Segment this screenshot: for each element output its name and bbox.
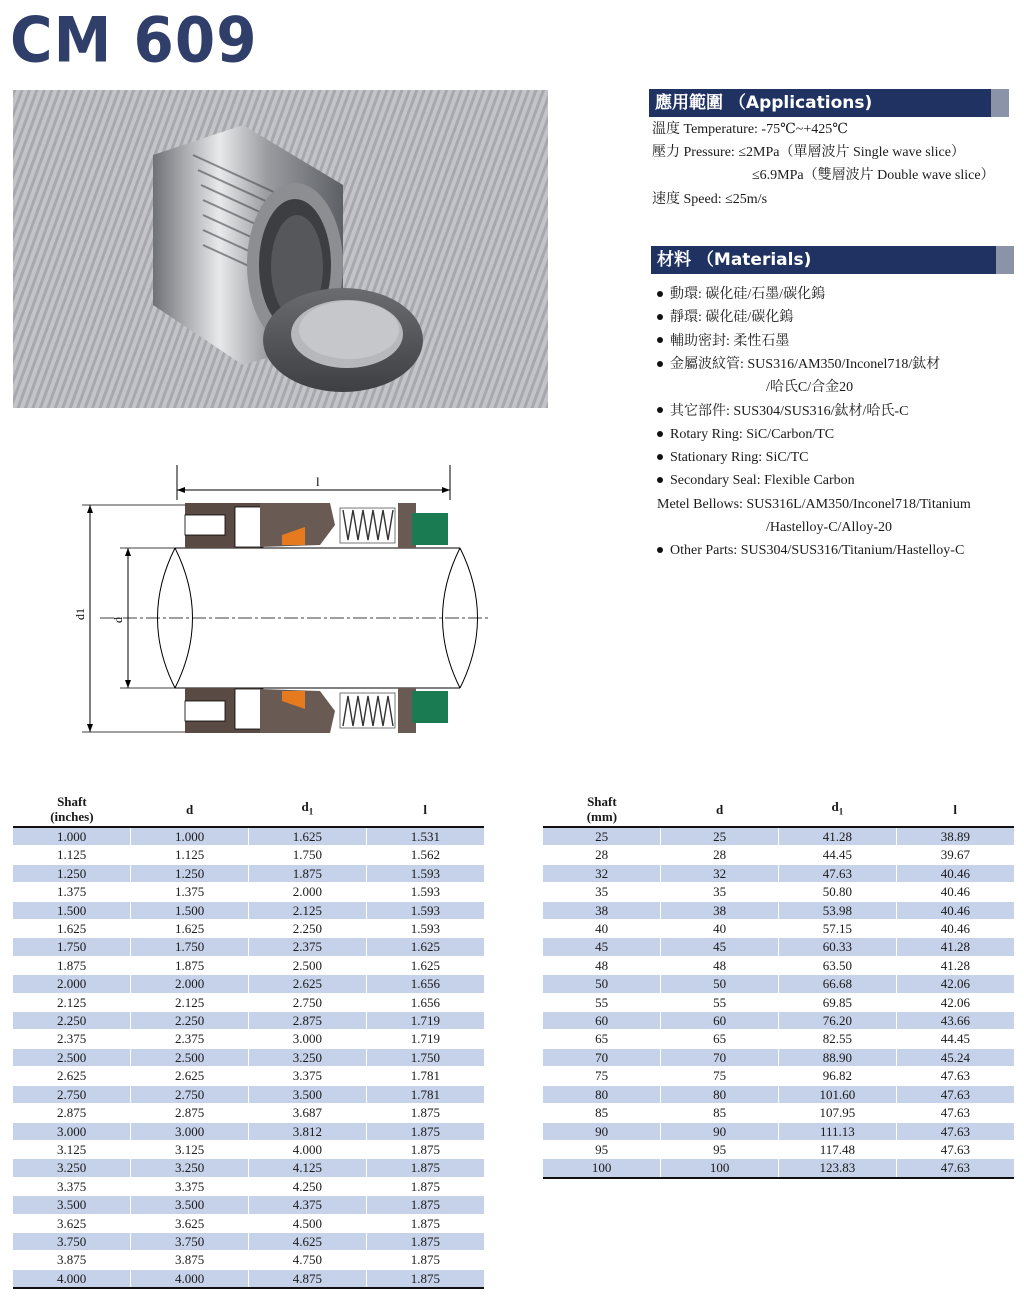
table-cell: 2.375 (13, 1030, 131, 1048)
table-cell: 1.875 (366, 1140, 484, 1158)
table-cell: 63.50 (779, 956, 897, 974)
table-row (543, 1122, 1014, 1140)
table-row (543, 1159, 1014, 1178)
product-photo (13, 90, 548, 408)
column-header: d (131, 792, 249, 827)
table-cell: 3.125 (13, 1140, 131, 1158)
material-item-text: 靜環: 碳化硅/碳化鎢 (670, 310, 794, 326)
table-cell: 40.46 (896, 920, 1014, 938)
table-cell: 3.875 (131, 1251, 249, 1269)
table-cell: 40.46 (896, 883, 1014, 901)
table-cell: 3.625 (131, 1214, 249, 1232)
page-title: CM 609 (10, 3, 258, 77)
applications-heading (649, 89, 1009, 117)
column-header: Shaft (mm) (543, 792, 661, 827)
table-cell: 3.875 (13, 1251, 131, 1269)
table-cell: 3.250 (249, 1048, 367, 1066)
table-cell: 4.125 (249, 1159, 367, 1177)
table-cell: 69.85 (779, 993, 897, 1011)
table-cell: 1.125 (131, 846, 249, 864)
table-cell: 1.531 (366, 827, 484, 846)
table-row (543, 1067, 1014, 1085)
material-item-text: Other Parts: SUS304/SUS316/Titanium/Hastelloy-C (670, 543, 965, 559)
table-cell: 2.125 (13, 993, 131, 1011)
table-cell: 85 (543, 1104, 661, 1122)
material-item (657, 539, 964, 562)
inch-size-table (13, 792, 484, 1289)
table-row (13, 827, 484, 846)
table-cell: 75 (661, 1067, 779, 1085)
table-cell: 117.48 (779, 1140, 897, 1158)
table-cell: 3.500 (249, 1085, 367, 1103)
table-cell: 1.750 (131, 938, 249, 956)
table-cell: 1.875 (366, 1214, 484, 1232)
table-cell: 2.500 (131, 1048, 249, 1066)
table-cell: 2.125 (249, 901, 367, 919)
table-cell: 2.500 (13, 1048, 131, 1066)
table-cell: 2.625 (13, 1067, 131, 1085)
table-cell: 2.250 (249, 920, 367, 938)
table-row (13, 1159, 484, 1177)
table-cell: 1.875 (366, 1269, 484, 1288)
table-cell: 88.90 (779, 1048, 897, 1066)
table-cell: 2.000 (249, 883, 367, 901)
table-cell: 1.500 (131, 901, 249, 919)
table-cell: 40 (661, 920, 779, 938)
table-cell: 47.63 (896, 1159, 1014, 1178)
table-cell: 25 (543, 827, 661, 846)
table-row (543, 1030, 1014, 1048)
material-item (657, 493, 971, 516)
table-cell: 40.46 (896, 864, 1014, 882)
table-row (543, 883, 1014, 901)
table-cell: 2.750 (13, 1085, 131, 1103)
table-cell: 2.125 (131, 993, 249, 1011)
table-row (13, 920, 484, 938)
table-row (13, 1122, 484, 1140)
table-cell: 1.656 (366, 975, 484, 993)
table-cell: 1.875 (366, 1251, 484, 1269)
table-row (13, 1232, 484, 1250)
table-row (13, 1085, 484, 1103)
table-row (13, 956, 484, 974)
table-cell: 38 (661, 901, 779, 919)
heading-accent-bar (991, 89, 1009, 117)
table-cell: 1.250 (13, 864, 131, 882)
table-cell: 3.750 (13, 1232, 131, 1250)
material-item-text: /Hastelloy-C/Alloy-20 (766, 520, 892, 535)
table-row (13, 1067, 484, 1085)
table-row (543, 864, 1014, 882)
material-item-text: Metel Bellows: SUS316L/AM350/Inconel718/Titanium (657, 496, 971, 512)
table-cell: 65 (543, 1030, 661, 1048)
table-row (543, 975, 1014, 993)
table-cell: 43.66 (896, 1012, 1014, 1030)
table-cell: 4.750 (249, 1251, 367, 1269)
table-cell: 60 (543, 1012, 661, 1030)
table-cell: 2.375 (249, 938, 367, 956)
table-cell: 47.63 (779, 864, 897, 882)
column-header: $d_1$ (779, 792, 897, 827)
material-item (657, 283, 825, 306)
material-item (657, 353, 940, 376)
table-cell: 38.89 (896, 827, 1014, 846)
table-cell: 1.875 (249, 864, 367, 882)
table-cell: 2.875 (249, 1012, 367, 1030)
table-cell: 32 (543, 864, 661, 882)
table-cell: 2.875 (13, 1104, 131, 1122)
column-header: l (896, 792, 1014, 827)
table-cell: 39.67 (896, 846, 1014, 864)
table-cell: 95 (543, 1140, 661, 1158)
table-cell: 80 (661, 1085, 779, 1103)
table-cell: 3.500 (13, 1196, 131, 1214)
table-cell: 95 (661, 1140, 779, 1158)
table-cell: 47.63 (896, 1085, 1014, 1103)
table-cell: 50 (661, 975, 779, 993)
materials-heading (651, 246, 1014, 274)
table-cell: 2.000 (131, 975, 249, 993)
table-row (13, 993, 484, 1011)
table-cell: 1.625 (366, 938, 484, 956)
table-cell: 42.06 (896, 975, 1014, 993)
table-row (543, 1140, 1014, 1158)
app-pressure-double: ≤6.9MPa（雙層波片 Double wave slice） (752, 168, 995, 183)
table-cell: 28 (661, 846, 779, 864)
table-cell: 55 (543, 993, 661, 1011)
table-cell: 4.000 (131, 1269, 249, 1288)
table-cell: 4.000 (249, 1140, 367, 1158)
table-cell: 85 (661, 1104, 779, 1122)
table-cell: 1.719 (366, 1012, 484, 1030)
table-cell: 3.375 (13, 1177, 131, 1195)
table-cell: 123.83 (779, 1159, 897, 1178)
table-cell: 82.55 (779, 1030, 897, 1048)
table-cell: 1.625 (366, 956, 484, 974)
table-cell: 1.875 (366, 1122, 484, 1140)
table-cell: 3.000 (249, 1030, 367, 1048)
table-cell: 1.875 (366, 1177, 484, 1195)
table-cell: 45.24 (896, 1048, 1014, 1066)
table-cell: 1.656 (366, 993, 484, 1011)
table-cell: 1.875 (366, 1196, 484, 1214)
material-item-text: /哈氏C/合金20 (766, 380, 854, 396)
table-cell: 75 (543, 1067, 661, 1085)
table-cell: 1.375 (13, 883, 131, 901)
table-cell: 3.750 (131, 1232, 249, 1250)
table-row (13, 1140, 484, 1158)
table-cell: 40.46 (896, 901, 1014, 919)
table-row (543, 827, 1014, 846)
table-cell: 107.95 (779, 1104, 897, 1122)
table-cell: 111.13 (779, 1122, 897, 1140)
table-cell: 4.500 (249, 1214, 367, 1232)
table-cell: 53.98 (779, 901, 897, 919)
table-cell: 1.750 (366, 1048, 484, 1066)
app-temperature: 溫度 Temperature: -75℃~+425℃ (652, 122, 848, 137)
heading-accent-bar (996, 246, 1014, 274)
table-row (13, 883, 484, 901)
table-cell: 44.45 (779, 846, 897, 864)
table-cell: 3.000 (131, 1122, 249, 1140)
table-cell: 96.82 (779, 1067, 897, 1085)
table-cell: 4.625 (249, 1232, 367, 1250)
material-item-text: 金屬波紋管: SUS316/AM350/Inconel718/鈦材 (670, 356, 941, 372)
table-cell: 48 (661, 956, 779, 974)
column-header: d (661, 792, 779, 827)
table-row (543, 1012, 1014, 1030)
table-cell: 1.875 (131, 956, 249, 974)
table-row (13, 1251, 484, 1269)
table-row (13, 864, 484, 882)
table-cell: 2.750 (131, 1085, 249, 1103)
table-row (13, 1196, 484, 1214)
table-cell: 70 (543, 1048, 661, 1066)
table-cell: 3.812 (249, 1122, 367, 1140)
table-cell: 2.250 (13, 1012, 131, 1030)
table-cell: 3.375 (249, 1067, 367, 1085)
table-row (543, 1048, 1014, 1066)
table-cell: 47.63 (896, 1122, 1014, 1140)
table-row (13, 1177, 484, 1195)
table-cell: 2.875 (131, 1104, 249, 1122)
table-cell: 60 (661, 1012, 779, 1030)
material-item (766, 516, 892, 539)
table-cell: 35 (543, 883, 661, 901)
table-cell: 50.80 (779, 883, 897, 901)
table-cell: 1.875 (366, 1232, 484, 1250)
table-row (13, 1104, 484, 1122)
table-cell: 70 (661, 1048, 779, 1066)
table-cell: 1.625 (13, 920, 131, 938)
material-item (657, 330, 789, 353)
table-header-row (13, 792, 484, 827)
mm-size-table (543, 792, 1014, 1179)
table-row (13, 975, 484, 993)
table-row (543, 920, 1014, 938)
column-header: Shaft (inches) (13, 792, 131, 827)
bullet-icon (657, 337, 663, 343)
table-cell: 41.28 (896, 956, 1014, 974)
table-cell: 2.625 (131, 1067, 249, 1085)
table-cell: 100 (543, 1159, 661, 1178)
bullet-icon (657, 547, 663, 553)
table-cell: 3.000 (13, 1122, 131, 1140)
dimension-d-label: d (111, 617, 125, 623)
table-header-row (543, 792, 1014, 827)
table-cell: 2.750 (249, 993, 367, 1011)
table-cell: 1.875 (366, 1104, 484, 1122)
app-pressure-single: 壓力 Pressure: ≤2MPa（單層波片 Single wave slice） (652, 145, 965, 160)
table-cell: 40 (543, 920, 661, 938)
table-row (13, 846, 484, 864)
table-cell: 76.20 (779, 1012, 897, 1030)
bullet-icon (657, 291, 663, 297)
bullet-icon (657, 407, 663, 413)
table-cell: 3.625 (13, 1214, 131, 1232)
table-cell: 4.375 (249, 1196, 367, 1214)
material-item (657, 306, 793, 329)
table-cell: 1.719 (366, 1030, 484, 1048)
table-cell: 55 (661, 993, 779, 1011)
table-cell: 42.06 (896, 993, 1014, 1011)
table-cell: 1.562 (366, 846, 484, 864)
table-row (13, 1030, 484, 1048)
table-cell: 4.000 (13, 1269, 131, 1288)
table-cell: 44.45 (896, 1030, 1014, 1048)
material-item (766, 376, 853, 399)
table-row (13, 1012, 484, 1030)
material-item (657, 400, 908, 423)
table-cell: 1.625 (131, 920, 249, 938)
table-cell: 35 (661, 883, 779, 901)
material-item (657, 423, 834, 446)
applications-heading-text: 應用範圍 （Applications) (655, 93, 873, 113)
table-cell: 57.15 (779, 920, 897, 938)
table-row (543, 956, 1014, 974)
table-cell: 3.500 (131, 1196, 249, 1214)
table-cell: 47.63 (896, 1104, 1014, 1122)
table-cell: 50 (543, 975, 661, 993)
app-speed: 速度 Speed: ≤25m/s (652, 192, 768, 207)
table-cell: 1.500 (13, 901, 131, 919)
table-row (13, 901, 484, 919)
table-row (543, 993, 1014, 1011)
table-cell: 1.625 (249, 827, 367, 846)
table-row (543, 938, 1014, 956)
table-cell: 45 (661, 938, 779, 956)
table-cell: 3.250 (131, 1159, 249, 1177)
table-cell: 1.781 (366, 1067, 484, 1085)
bullet-icon (657, 314, 663, 320)
table-cell: 1.750 (13, 938, 131, 956)
material-item-text: 輔助密封: 柔性石墨 (670, 333, 790, 349)
table-row (543, 1104, 1014, 1122)
material-item (657, 446, 808, 469)
table-cell: 47.63 (896, 1140, 1014, 1158)
table-row (543, 901, 1014, 919)
column-header: l (366, 792, 484, 827)
table-cell: 1.593 (366, 920, 484, 938)
table-cell: 2.500 (249, 956, 367, 974)
materials-heading-text: 材料 （Materials) (657, 250, 812, 270)
table-cell: 41.28 (896, 938, 1014, 956)
table-row (13, 1269, 484, 1288)
table-cell: 60.33 (779, 938, 897, 956)
table-row (13, 938, 484, 956)
table-row (13, 1048, 484, 1066)
table-cell: 1.750 (249, 846, 367, 864)
table-cell: 3.250 (13, 1159, 131, 1177)
table-cell: 2.000 (13, 975, 131, 993)
table-cell: 1.000 (131, 827, 249, 846)
table-cell: 48 (543, 956, 661, 974)
table-cell: 4.875 (249, 1269, 367, 1288)
table-cell: 28 (543, 846, 661, 864)
table-row (13, 1214, 484, 1232)
table-cell: 38 (543, 901, 661, 919)
table-cell: 1.875 (366, 1159, 484, 1177)
table-cell: 90 (543, 1122, 661, 1140)
column-header: $d_1$ (249, 792, 367, 827)
cross-section-drawing (60, 455, 500, 760)
material-item-text: 動環: 碳化硅/石墨/碳化鎢 (670, 287, 826, 302)
material-item-text: 其它部件: SUS304/SUS316/鈦材/哈氏-C (670, 403, 909, 419)
table-cell: 1.593 (366, 883, 484, 901)
material-item (657, 469, 855, 492)
table-cell: 2.625 (249, 975, 367, 993)
bullet-icon (657, 454, 663, 460)
table-cell: 65 (661, 1030, 779, 1048)
material-item-text: Stationary Ring: SiC/TC (670, 450, 809, 466)
bullet-icon (657, 477, 663, 483)
bullet-icon (657, 431, 663, 437)
table-row (543, 846, 1014, 864)
table-cell: 101.60 (779, 1085, 897, 1103)
table-row (543, 1085, 1014, 1103)
dimension-l-label: l (316, 474, 320, 489)
table-cell: 1.593 (366, 864, 484, 882)
table-cell: 41.28 (779, 827, 897, 846)
table-cell: 66.68 (779, 975, 897, 993)
table-cell: 1.000 (13, 827, 131, 846)
table-cell: 1.875 (13, 956, 131, 974)
table-cell: 1.375 (131, 883, 249, 901)
dimension-d1-label: d1 (73, 608, 87, 620)
table-cell: 3.687 (249, 1104, 367, 1122)
table-cell: 32 (661, 864, 779, 882)
table-cell: 1.250 (131, 864, 249, 882)
bullet-icon (657, 361, 663, 367)
table-cell: 80 (543, 1085, 661, 1103)
table-cell: 2.375 (131, 1030, 249, 1048)
table-cell: 90 (661, 1122, 779, 1140)
material-item-text: Rotary Ring: SiC/Carbon/TC (670, 426, 835, 442)
table-cell: 47.63 (896, 1067, 1014, 1085)
table-cell: 1.125 (13, 846, 131, 864)
table-cell: 1.593 (366, 901, 484, 919)
material-item-text: Secondary Seal: Flexible Carbon (670, 473, 855, 489)
table-cell: 4.250 (249, 1177, 367, 1195)
table-cell: 25 (661, 827, 779, 846)
table-cell: 45 (543, 938, 661, 956)
table-cell: 1.781 (366, 1085, 484, 1103)
table-cell: 3.125 (131, 1140, 249, 1158)
table-cell: 3.375 (131, 1177, 249, 1195)
table-cell: 100 (661, 1159, 779, 1178)
table-cell: 2.250 (131, 1012, 249, 1030)
